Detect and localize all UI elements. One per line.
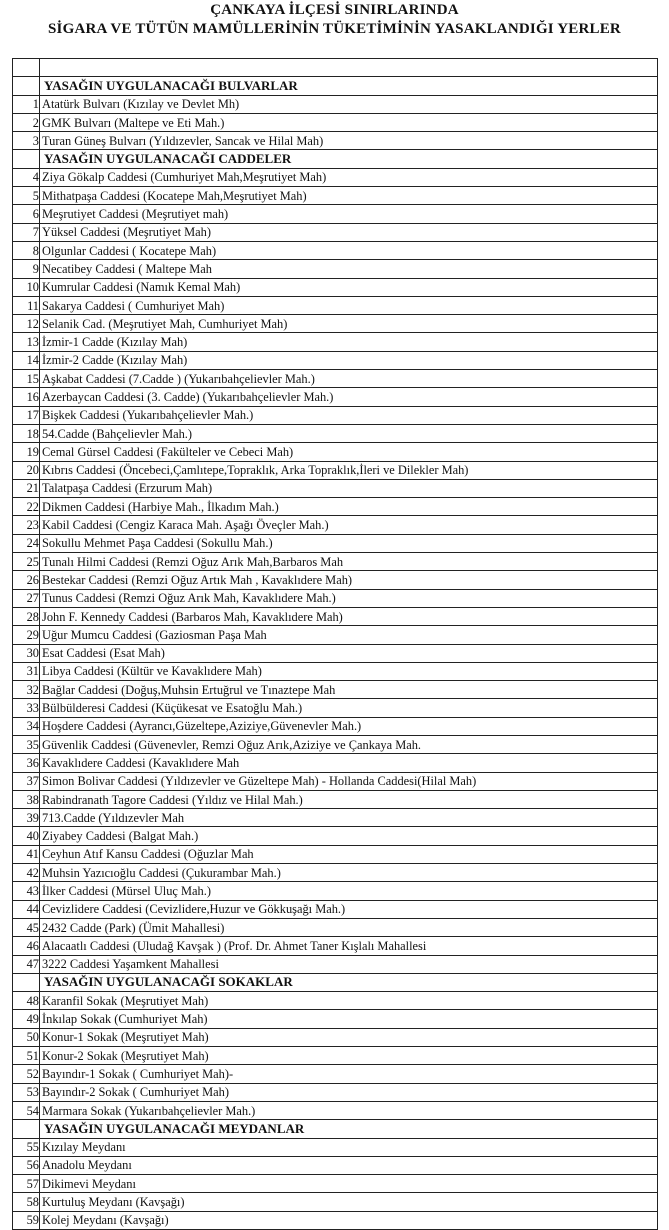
table-row [13,132,658,150]
table-row [13,955,658,973]
row-number: 3 [13,132,40,150]
table-row [13,644,658,662]
location-name: İzmir-2 Cadde (Kızılay Mah) [40,351,658,369]
row-number: 14 [13,351,40,369]
row-number: 19 [13,443,40,461]
row-number: 8 [13,241,40,259]
row-number [13,150,40,168]
table-row [13,333,658,351]
location-name: Kıbrıs Caddesi (Öncebeci,Çamlıtepe,Topraklık, Arka Topraklık,İleri ve Dilekler Mah) [40,461,658,479]
table-row [13,498,658,516]
row-number: 44 [13,900,40,918]
table-row [13,516,658,534]
table-row [13,992,658,1010]
table-row [13,370,658,388]
location-name: İzmir-1 Cadde (Kızılay Mah) [40,333,658,351]
row-number: 11 [13,296,40,314]
table-row [13,699,658,717]
table-row [13,315,658,333]
row-number: 12 [13,315,40,333]
row-number: 51 [13,1047,40,1065]
table-row [13,479,658,497]
row-number: 38 [13,790,40,808]
location-name: Ziya Gökalp Caddesi (Cumhuriyet Mah,Meşrutiyet Mah) [40,168,658,186]
row-number: 59 [13,1211,40,1229]
table-row [13,1101,658,1119]
row-number: 22 [13,498,40,516]
location-name: Necatibey Caddesi ( Maltepe Mah [40,260,658,278]
table-row [13,1047,658,1065]
location-name: 3222 Caddesi Yaşamkent Mahallesi [40,955,658,973]
row-number: 28 [13,607,40,625]
location-name: Kurtuluş Meydanı (Kavşağı) [40,1193,658,1211]
row-number: 50 [13,1028,40,1046]
location-name: Bayındır-1 Sokak ( Cumhuriyet Mah)- [40,1065,658,1083]
location-name: İlker Caddesi (Mürsel Uluç Mah.) [40,882,658,900]
location-name: Konur-2 Sokak (Meşrutiyet Mah) [40,1047,658,1065]
location-name: Cevizlidere Caddesi (Cevizlidere,Huzur ve Gökkuşağı Mah.) [40,900,658,918]
row-number: 58 [13,1193,40,1211]
row-number: 30 [13,644,40,662]
table-row [13,1175,658,1193]
location-name: İnkılap Sokak (Cumhuriyet Mah) [40,1010,658,1028]
row-number: 33 [13,699,40,717]
table-row [13,662,658,680]
location-name: 2432 Cadde (Park) (Ümit Mahallesi) [40,918,658,936]
table-row [13,882,658,900]
table-row [13,113,658,131]
row-number [13,1120,40,1138]
location-name: Simon Bolivar Caddesi (Yıldızevler ve Güzeltepe Mah) - Hollanda Caddesi(Hilal Mah) [40,772,658,790]
location-name: Rabindranath Tagore Caddesi (Yıldız ve Hilal Mah.) [40,790,658,808]
location-name: Muhsin Yazıcıoğlu Caddesi (Çukurambar Mah.) [40,864,658,882]
location-name: Cemal Gürsel Caddesi (Fakülteler ve Cebeci Mah) [40,443,658,461]
location-name: Sokullu Mehmet Paşa Caddesi (Sokullu Mah.) [40,534,658,552]
table-row [13,1028,658,1046]
location-name: Kolej Meydanı (Kavşağı) [40,1211,658,1229]
location-name: Kumrular Caddesi (Namık Kemal Mah) [40,278,658,296]
row-number: 27 [13,589,40,607]
location-name: Ziyabey Caddesi (Balgat Mah.) [40,827,658,845]
section-header-row [13,973,658,991]
table-row [13,260,658,278]
table-row [13,864,658,882]
row-number: 37 [13,772,40,790]
table-row [13,95,658,113]
table-row [13,168,658,186]
location-name: Konur-1 Sokak (Meşrutiyet Mah) [40,1028,658,1046]
row-number: 15 [13,370,40,388]
table-row [13,1010,658,1028]
row-number: 49 [13,1010,40,1028]
location-name: Yüksel Caddesi (Meşrutiyet Mah) [40,223,658,241]
location-name: Kızılay Meydanı [40,1138,658,1156]
location-name: Olgunlar Caddesi ( Kocatepe Mah) [40,241,658,259]
table-row [13,443,658,461]
location-name: Hoşdere Caddesi (Ayrancı,Güzeltepe,Aziziye,Güvenevler Mah.) [40,717,658,735]
locations-table-body [13,59,658,1230]
table-row [13,553,658,571]
row-number: 10 [13,278,40,296]
location-name: Kavaklıdere Caddesi (Kavaklıdere Mah [40,754,658,772]
section-title: YASAĞIN UYGULANACAĞI CADDELER [40,150,658,168]
location-name: Tunus Caddesi (Remzi Oğuz Arık Mah, Kavaklıdere Mah.) [40,589,658,607]
table-row [13,1156,658,1174]
location-name: Kabil Caddesi (Cengiz Karaca Mah. Aşağı Öveçler Mah.) [40,516,658,534]
row-number: 47 [13,955,40,973]
table-row [13,571,658,589]
table-row [13,187,658,205]
location-name: Aşkabat Caddesi (7.Cadde ) (Yukarıbahçelievler Mah.) [40,370,658,388]
row-number: 43 [13,882,40,900]
table-row [13,1083,658,1101]
table-row [13,406,658,424]
row-number: 26 [13,571,40,589]
location-name: Bayındır-2 Sokak ( Cumhuriyet Mah) [40,1083,658,1101]
table-row [13,388,658,406]
table-row [13,845,658,863]
row-number: 9 [13,260,40,278]
row-number [13,973,40,991]
row-number: 34 [13,717,40,735]
location-name: Anadolu Meydanı [40,1156,658,1174]
location-name: Selanik Cad. (Meşrutiyet Mah, Cumhuriyet Mah) [40,315,658,333]
row-number: 41 [13,845,40,863]
row-number: 48 [13,992,40,1010]
row-number: 54 [13,1101,40,1119]
table-row [13,626,658,644]
section-title: YASAĞIN UYGULANACAĞI MEYDANLAR [40,1120,658,1138]
location-name: Atatürk Bulvarı (Kızılay ve Devlet Mh) [40,95,658,113]
row-number: 6 [13,205,40,223]
table-row [13,278,658,296]
location-name: Bestekar Caddesi (Remzi Oğuz Artık Mah , Kavaklıdere Mah) [40,571,658,589]
location-name: Alacaatlı Caddesi (Uludağ Kavşak ) (Prof. Dr. Ahmet Taner Kışlalı Mahallesi [40,937,658,955]
row-number: 13 [13,333,40,351]
row-number: 45 [13,918,40,936]
row-number: 1 [13,95,40,113]
location-name: GMK Bulvarı (Maltepe ve Eti Mah.) [40,113,658,131]
section-header-row [13,1120,658,1138]
table-row [13,772,658,790]
locations-table [12,58,658,1230]
location-name: Mithatpaşa Caddesi (Kocatepe Mah,Meşrutiyet Mah) [40,187,658,205]
location-name: Tunalı Hilmi Caddesi (Remzi Oğuz Arık Mah,Barbaros Mah [40,553,658,571]
row-number: 39 [13,809,40,827]
location-name: Ceyhun Atıf Kansu Caddesi (Oğuzlar Mah [40,845,658,863]
row-number [13,59,40,77]
table-row [13,461,658,479]
document-title-line1: ÇANKAYA İLÇESİ SINIRLARINDA [210,2,459,18]
location-name: Meşrutiyet Caddesi (Meşrutiyet mah) [40,205,658,223]
location-name: Bişkek Caddesi (Yukarıbahçelievler Mah.) [40,406,658,424]
table-row [13,900,658,918]
row-number: 4 [13,168,40,186]
location-name: Talatpaşa Caddesi (Erzurum Mah) [40,479,658,497]
row-number: 17 [13,406,40,424]
table-row [13,937,658,955]
location-name: 54.Cadde (Bahçelievler Mah.) [40,424,658,442]
location-name: John F. Kennedy Caddesi (Barbaros Mah, Kavaklıdere Mah) [40,607,658,625]
location-name: Azerbaycan Caddesi (3. Cadde) (Yukarıbahçelievler Mah.) [40,388,658,406]
section-header-row [13,77,658,95]
row-number: 20 [13,461,40,479]
table-row [13,424,658,442]
table-row [13,1065,658,1083]
blank-row [13,59,658,77]
table-row [13,1211,658,1229]
table-row [13,205,658,223]
table-row [13,1193,658,1211]
location-name: Sakarya Caddesi ( Cumhuriyet Mah) [40,296,658,314]
location-name: Bülbülderesi Caddesi (Küçükesat ve Esatoğlu Mah.) [40,699,658,717]
location-name: Libya Caddesi (Kültür ve Kavaklıdere Mah) [40,662,658,680]
table-row [13,589,658,607]
row-number: 57 [13,1175,40,1193]
row-number: 55 [13,1138,40,1156]
table-row [13,223,658,241]
location-name: Marmara Sokak (Yukarıbahçelievler Mah.) [40,1101,658,1119]
row-number: 21 [13,479,40,497]
table-row [13,790,658,808]
row-number: 46 [13,937,40,955]
table-row [13,809,658,827]
row-number: 18 [13,424,40,442]
table-row [13,607,658,625]
section-title: YASAĞIN UYGULANACAĞI BULVARLAR [40,77,658,95]
row-number: 24 [13,534,40,552]
location-name: Dikmen Caddesi (Harbiye Mah., İlkadım Mah.) [40,498,658,516]
location-name: Karanfil Sokak (Meşrutiyet Mah) [40,992,658,1010]
table-row [13,351,658,369]
row-number: 42 [13,864,40,882]
location-name: Dikimevi Meydanı [40,1175,658,1193]
table-row [13,296,658,314]
location-name: Turan Güneş Bulvarı (Yıldızevler, Sancak ve Hilal Mah) [40,132,658,150]
document-title-line2: SİGARA VE TÜTÜN MAMÜLLERİNİN TÜKETİMİNİN YASAKLANDIĞI YERLER [48,21,621,37]
row-number: 23 [13,516,40,534]
row-number [13,77,40,95]
row-number: 40 [13,827,40,845]
row-number: 25 [13,553,40,571]
row-number: 52 [13,1065,40,1083]
row-number: 2 [13,113,40,131]
row-number: 16 [13,388,40,406]
row-number: 56 [13,1156,40,1174]
table-row [13,717,658,735]
table-row [13,534,658,552]
table-row [13,241,658,259]
row-number: 35 [13,735,40,753]
section-header-row [13,150,658,168]
row-number: 31 [13,662,40,680]
location-name: Bağlar Caddesi (Doğuş,Muhsin Ertuğrul ve Tınaztepe Mah [40,681,658,699]
location-name: Esat Caddesi (Esat Mah) [40,644,658,662]
section-title: YASAĞIN UYGULANACAĞI SOKAKLAR [40,973,658,991]
table-row [13,754,658,772]
row-number: 53 [13,1083,40,1101]
location-name [40,59,658,77]
row-number: 29 [13,626,40,644]
row-number: 36 [13,754,40,772]
table-row [13,1138,658,1156]
location-name: 713.Cadde (Yıldızevler Mah [40,809,658,827]
table-row [13,827,658,845]
location-name: Uğur Mumcu Caddesi (Gaziosman Paşa Mah [40,626,658,644]
row-number: 7 [13,223,40,241]
row-number: 32 [13,681,40,699]
table-row [13,735,658,753]
table-row [13,918,658,936]
row-number: 5 [13,187,40,205]
location-name: Güvenlik Caddesi (Güvenevler, Remzi Oğuz Arık,Aziziye ve Çankaya Mah. [40,735,658,753]
table-row [13,681,658,699]
